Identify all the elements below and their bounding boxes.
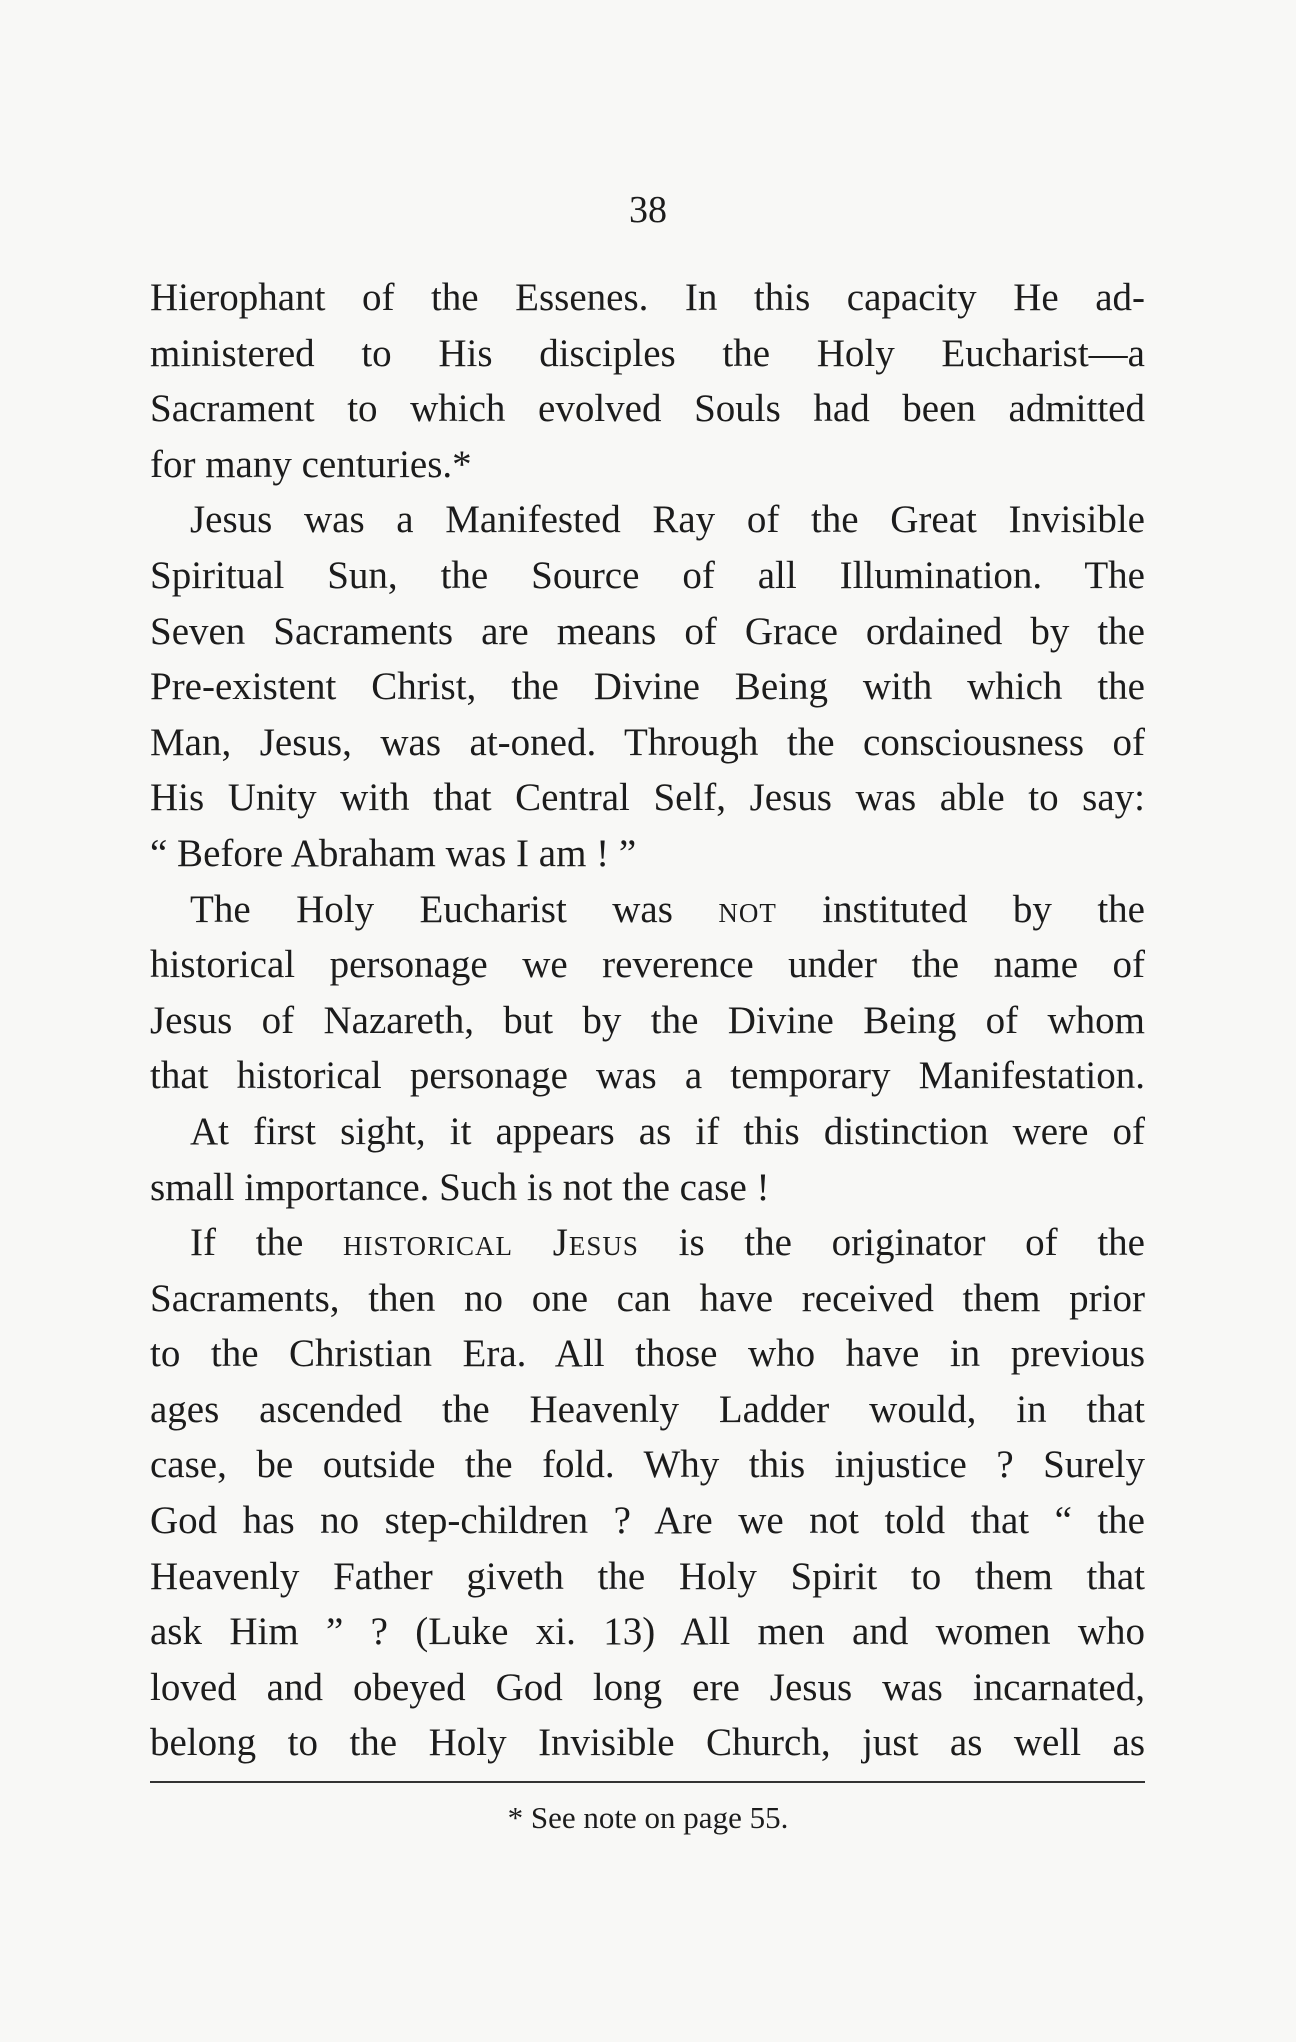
- text-line: Hierophant of the Essenes. In this capacity He ad-: [150, 276, 1145, 319]
- text-line: ages ascended the Heavenly Ladder would, in that: [150, 1387, 1145, 1431]
- text-line: small importance. Such is not the case !: [150, 1165, 770, 1209]
- text-line: ask Him ” ? (Luke xi. 13) All men and women who: [150, 1610, 1145, 1654]
- text-line: If the historical Jesus is the originator of the: [190, 1221, 1145, 1265]
- text-line: belong to the Holy Invisible Church, just as well as: [150, 1721, 1145, 1765]
- text-line: that historical personage was a temporary Manifestation.: [150, 1054, 1145, 1098]
- paragraph: [150, 492, 1145, 881]
- text-line: historical personage we reverence under the name of: [150, 943, 1145, 987]
- text-line: God has no step-children ? Are we not told that “ the: [150, 1499, 1145, 1543]
- text-line: Heavenly Father giveth the Holy Spirit to them that: [150, 1554, 1145, 1598]
- paragraph: [150, 882, 1145, 1104]
- text-line: Seven Sacraments are means of Grace ordained by the: [150, 609, 1145, 653]
- text-line: His Unity with that Central Self, Jesus was able to say:: [150, 776, 1145, 820]
- text-line: “ Before Abraham was I am ! ”: [150, 831, 637, 875]
- text-line: Pre-existent Christ, the Divine Being with which the: [150, 665, 1145, 709]
- page-number: 38: [629, 189, 667, 231]
- text-line: Spiritual Sun, the Source of all Illumination. The: [150, 553, 1145, 597]
- text-line: Sacrament to which evolved Souls had been admitted: [150, 387, 1145, 431]
- text-line: Man, Jesus, was at-oned. Through the consciousness of: [150, 720, 1145, 764]
- text-line: ministered to His disciples the Holy Eucharist—a: [150, 331, 1145, 375]
- text-line: Jesus of Nazareth, but by the Divine Being of whom: [150, 998, 1145, 1042]
- text-line: At first sight, it appears as if this distinction were of: [190, 1109, 1145, 1153]
- text-line: Jesus was a Manifested Ray of the Great Invisible: [190, 498, 1145, 542]
- text-line: Sacraments, then no one can have received them prior: [150, 1276, 1145, 1320]
- paragraph: [150, 1215, 1145, 1771]
- body-text: [150, 270, 1145, 1771]
- paragraph: [150, 270, 1145, 492]
- footnote: * See note on page 55.: [507, 1800, 789, 1835]
- text-line: for many centuries.*: [150, 442, 472, 486]
- paragraph: [150, 1104, 1145, 1215]
- text-line: to the Christian Era. All those who have in previous: [150, 1332, 1145, 1376]
- text-line: loved and obeyed God long ere Jesus was incarnated,: [150, 1665, 1145, 1709]
- text-line: The Holy Eucharist was not instituted by the: [190, 887, 1145, 931]
- text-line: case, be outside the fold. Why this injustice ? Surely: [150, 1443, 1145, 1487]
- footnote-divider: [150, 1781, 1145, 1783]
